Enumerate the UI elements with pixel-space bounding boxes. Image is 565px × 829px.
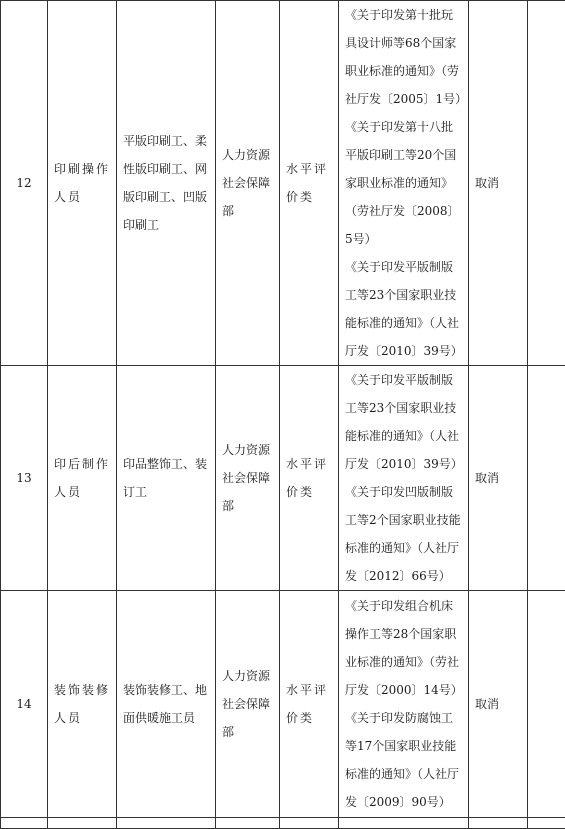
- note-cell: [528, 366, 565, 591]
- stub-cell: [469, 818, 528, 829]
- department: 人力资源社会保障部: [216, 366, 280, 591]
- evaluation-type: 水平评价类: [280, 1, 339, 366]
- stub-cell: [339, 818, 469, 829]
- basis-document: 《关于印发平版制版工等23个国家职业技能标准的通知》（人社厅发〔2010〕39号）: [345, 366, 462, 478]
- occupation-name: 印后制作人员: [48, 366, 117, 591]
- row-number: 13: [1, 366, 48, 591]
- action-cell: 取消: [469, 366, 528, 591]
- basis-document: 《关于印发组合机床操作工等28个国家职业标准的通知》（劳社厅发〔2000〕14号）: [345, 592, 462, 704]
- note-cell: [528, 1, 565, 366]
- table-row: [1, 366, 565, 591]
- evaluation-type: 水平评价类: [280, 591, 339, 818]
- basis-documents: [339, 366, 469, 591]
- basis-document: 《关于印发平版制版工等23个国家职业技能标准的通知》（人社厅发〔2010〕39号）: [345, 253, 462, 365]
- basis-document: 《关于印发防腐蚀工等17个国家职业技能标准的通知》（人社厅发〔2009〕90号）: [345, 704, 462, 816]
- note-cell: [528, 591, 565, 818]
- job-titles: 平版印刷工、柔性版印刷工、网版印刷工、凹版印刷工: [117, 1, 216, 366]
- basis-document: 《关于印发第十批玩具设计师等68个国家职业标准的通知》（劳社厅发〔2005〕1号）: [345, 1, 462, 113]
- department: 人力资源社会保障部: [216, 591, 280, 818]
- stub-cell: [1, 818, 48, 829]
- job-titles: 装饰装修工、地面供暖施工员: [117, 591, 216, 818]
- basis-document: 《关于印发凹版制版工等2个国家职业技能标准的通知》（人社厅发〔2012〕66号）: [345, 478, 462, 590]
- stub-cell: [216, 818, 280, 829]
- action-cell: 取消: [469, 591, 528, 818]
- stub-cell: [117, 818, 216, 829]
- table-row: [1, 591, 565, 818]
- job-titles: 印品整饰工、装订工: [117, 366, 216, 591]
- table-row-next: [1, 818, 565, 829]
- stub-cell: [528, 818, 565, 829]
- row-number: 12: [1, 1, 48, 366]
- occupation-name: 装饰装修人员: [48, 591, 117, 818]
- stub-cell: [280, 818, 339, 829]
- action-cell: 取消: [469, 1, 528, 366]
- table-row: [1, 1, 565, 366]
- basis-documents: [339, 1, 469, 366]
- basis-document: 《关于印发第十八批平版印刷工等20个国家职业标准的通知》（劳社厅发〔2008〕5号）: [345, 113, 462, 253]
- department: 人力资源社会保障部: [216, 1, 280, 366]
- occupation-name: 印刷操作人员: [48, 1, 117, 366]
- stub-cell: [48, 818, 117, 829]
- row-number: 14: [1, 591, 48, 818]
- basis-documents: [339, 591, 469, 818]
- evaluation-type: 水平评价类: [280, 366, 339, 591]
